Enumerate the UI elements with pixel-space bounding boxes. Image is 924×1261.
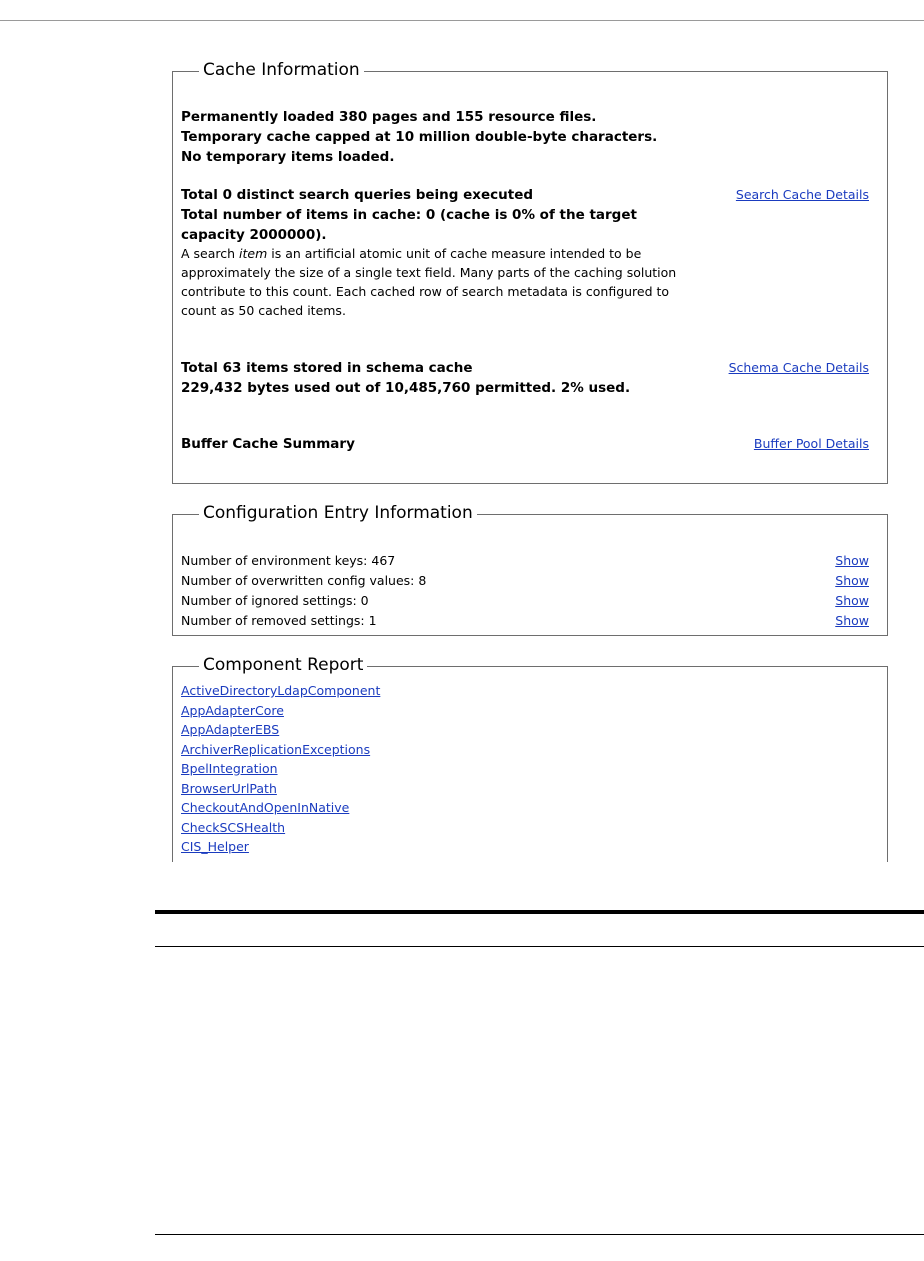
- cache-summary-line: Permanently loaded 380 pages and 155 resource files.: [181, 109, 597, 125]
- component-link-appadaptercore[interactable]: AppAdapterCore: [181, 702, 284, 718]
- component-link-browserurlpath[interactable]: BrowserUrlPath: [181, 780, 277, 796]
- schema-items-count: Total 63 items stored in schema cache: [181, 360, 473, 376]
- config-row-label: Number of overwritten config values: 8: [181, 573, 427, 588]
- cache-summary-lines: [181, 107, 741, 167]
- footer-rule: [155, 1234, 924, 1235]
- component-link-appadapterebs[interactable]: AppAdapterEBS: [181, 722, 280, 737]
- cache-summary-line: No temporary items loaded.: [181, 149, 395, 165]
- schema-cache-details-link[interactable]: Schema Cache Details: [728, 360, 869, 375]
- component-link-cis-helper[interactable]: CIS_Helper: [181, 839, 249, 854]
- show-overwritten-values-link[interactable]: Show: [835, 573, 869, 588]
- search-queries-count: Total 0 distinct search queries being executed: [181, 187, 534, 203]
- component-link-checkscshealth[interactable]: CheckSCSHealth: [181, 819, 286, 835]
- schema-bytes-used: 229,432 bytes used out of 10,485,760 permitted. 2% used.: [181, 380, 631, 396]
- component-report-panel: [172, 655, 888, 862]
- config-row-ignored-settings: [181, 591, 869, 611]
- cache-information-panel: [172, 60, 888, 484]
- search-item-note: A search item is an artificial atomic unit of cache measure intended to be approximately the size of a single text field. Many parts of the caching solution contribute to this count. Each cached row of search metadata is configured to count as 50 cached items.: [181, 246, 677, 318]
- buffer-cache-summary-label: Buffer Cache Summary: [181, 436, 355, 452]
- config-row-label: Number of ignored settings: 0: [181, 593, 369, 608]
- config-row-label: Number of removed settings: 1: [181, 613, 377, 628]
- search-items-count: Total number of items in cache: 0 (cache is 0% of the target capacity 2000000).: [181, 207, 637, 243]
- component-list: [181, 681, 380, 857]
- cache-information-legend: Cache Information: [199, 59, 364, 81]
- component-link-checkoutandopeninnative[interactable]: CheckoutAndOpenInNative: [181, 800, 350, 815]
- buffer-pool-details-link[interactable]: Buffer Pool Details: [753, 436, 869, 451]
- configuration-entry-panel: [172, 503, 888, 636]
- search-cache-summary: [181, 185, 701, 245]
- config-row-removed-settings: [181, 611, 869, 631]
- search-cache-details-link[interactable]: Search Cache Details: [735, 187, 869, 202]
- schema-cache-summary: [181, 358, 701, 398]
- show-removed-settings-link[interactable]: Show: [835, 613, 869, 628]
- cache-info-screenshot: [158, 44, 908, 862]
- show-environment-keys-link[interactable]: Show: [835, 553, 869, 568]
- section-divider-thin: [155, 946, 924, 947]
- component-report-legend: Component Report: [199, 654, 367, 676]
- config-row-label: Number of environment keys: 467: [181, 553, 396, 568]
- config-row-overwritten-values: [181, 571, 869, 591]
- configuration-entry-legend: Configuration Entry Information: [199, 502, 477, 524]
- config-row-environment-keys: [181, 551, 869, 571]
- section-divider-thick: [155, 910, 924, 914]
- item-term: item: [239, 246, 268, 261]
- header-rule: [0, 20, 924, 21]
- cache-summary-line: Temporary cache capped at 10 million double-byte characters.: [181, 129, 658, 145]
- component-link-archiverreplicationexceptions[interactable]: ArchiverReplicationExceptions: [181, 741, 371, 757]
- component-link-bpelintegration[interactable]: BpelIntegration: [181, 761, 278, 776]
- component-link-activedirectoryldapcomponent[interactable]: ActiveDirectoryLdapComponent: [181, 683, 381, 698]
- show-ignored-settings-link[interactable]: Show: [835, 593, 869, 608]
